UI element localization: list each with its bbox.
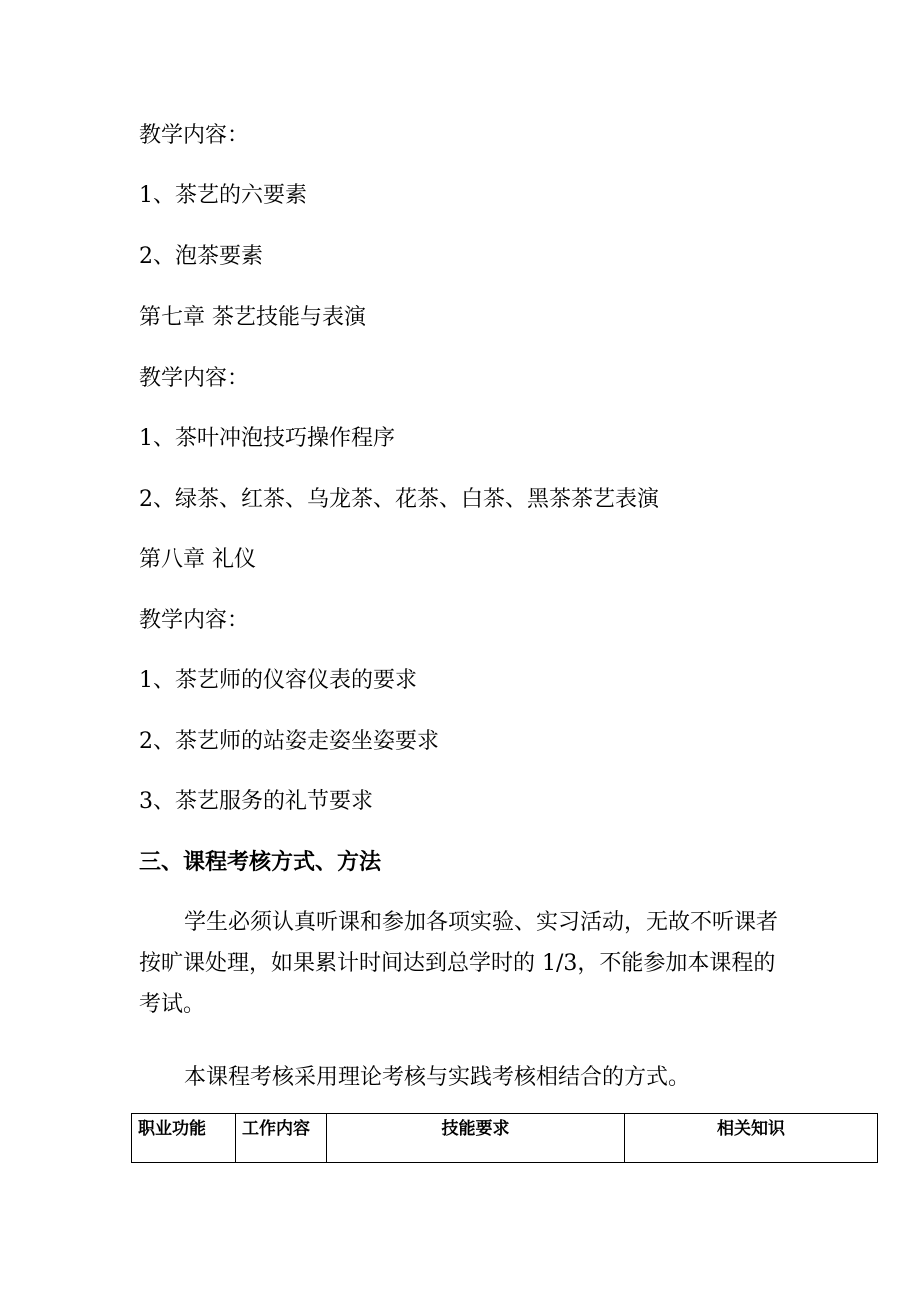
header-cell: 相关知识: [625, 1114, 878, 1163]
chapter-heading: 第七章 茶艺技能与表演: [139, 305, 366, 330]
list-item: 2、泡茶要素: [139, 244, 263, 269]
paragraph: 本课程考核采用理论考核与实践考核相结合的方式。: [184, 1065, 691, 1090]
list-item: 1、茶艺师的仪容仪表的要求: [139, 668, 417, 693]
list-item: 2、茶艺师的站姿走姿坐姿要求: [139, 729, 439, 754]
section-heading: 三、课程考核方式、方法: [139, 850, 382, 875]
header-cell: 工作内容: [236, 1114, 327, 1163]
skills-table: [131, 1113, 878, 1163]
text-line: 教学内容：: [139, 123, 250, 148]
list-item: 1、茶艺的六要素: [139, 183, 307, 208]
list-item: 2、绿茶、红茶、乌龙茶、花茶、白茶、黑茶茶艺表演: [139, 487, 659, 512]
paragraph: 学生必须认真听课和参加各项实验、实习活动，无故不听课者按旷课处理，如果累计时间达到总学时的 1/3，不能参加本课程的考试。: [139, 910, 779, 1017]
header-cell: 职业功能: [132, 1114, 236, 1163]
table-header-row: [132, 1114, 878, 1163]
list-item: 3、茶艺服务的礼节要求: [139, 789, 373, 814]
list-item: 1、茶叶冲泡技巧操作程序: [139, 426, 395, 451]
header-cell: 技能要求: [327, 1114, 625, 1163]
chapter-heading: 第八章 礼仪: [139, 547, 256, 572]
text-line: 教学内容：: [139, 366, 250, 391]
text-line: 教学内容：: [139, 608, 250, 633]
